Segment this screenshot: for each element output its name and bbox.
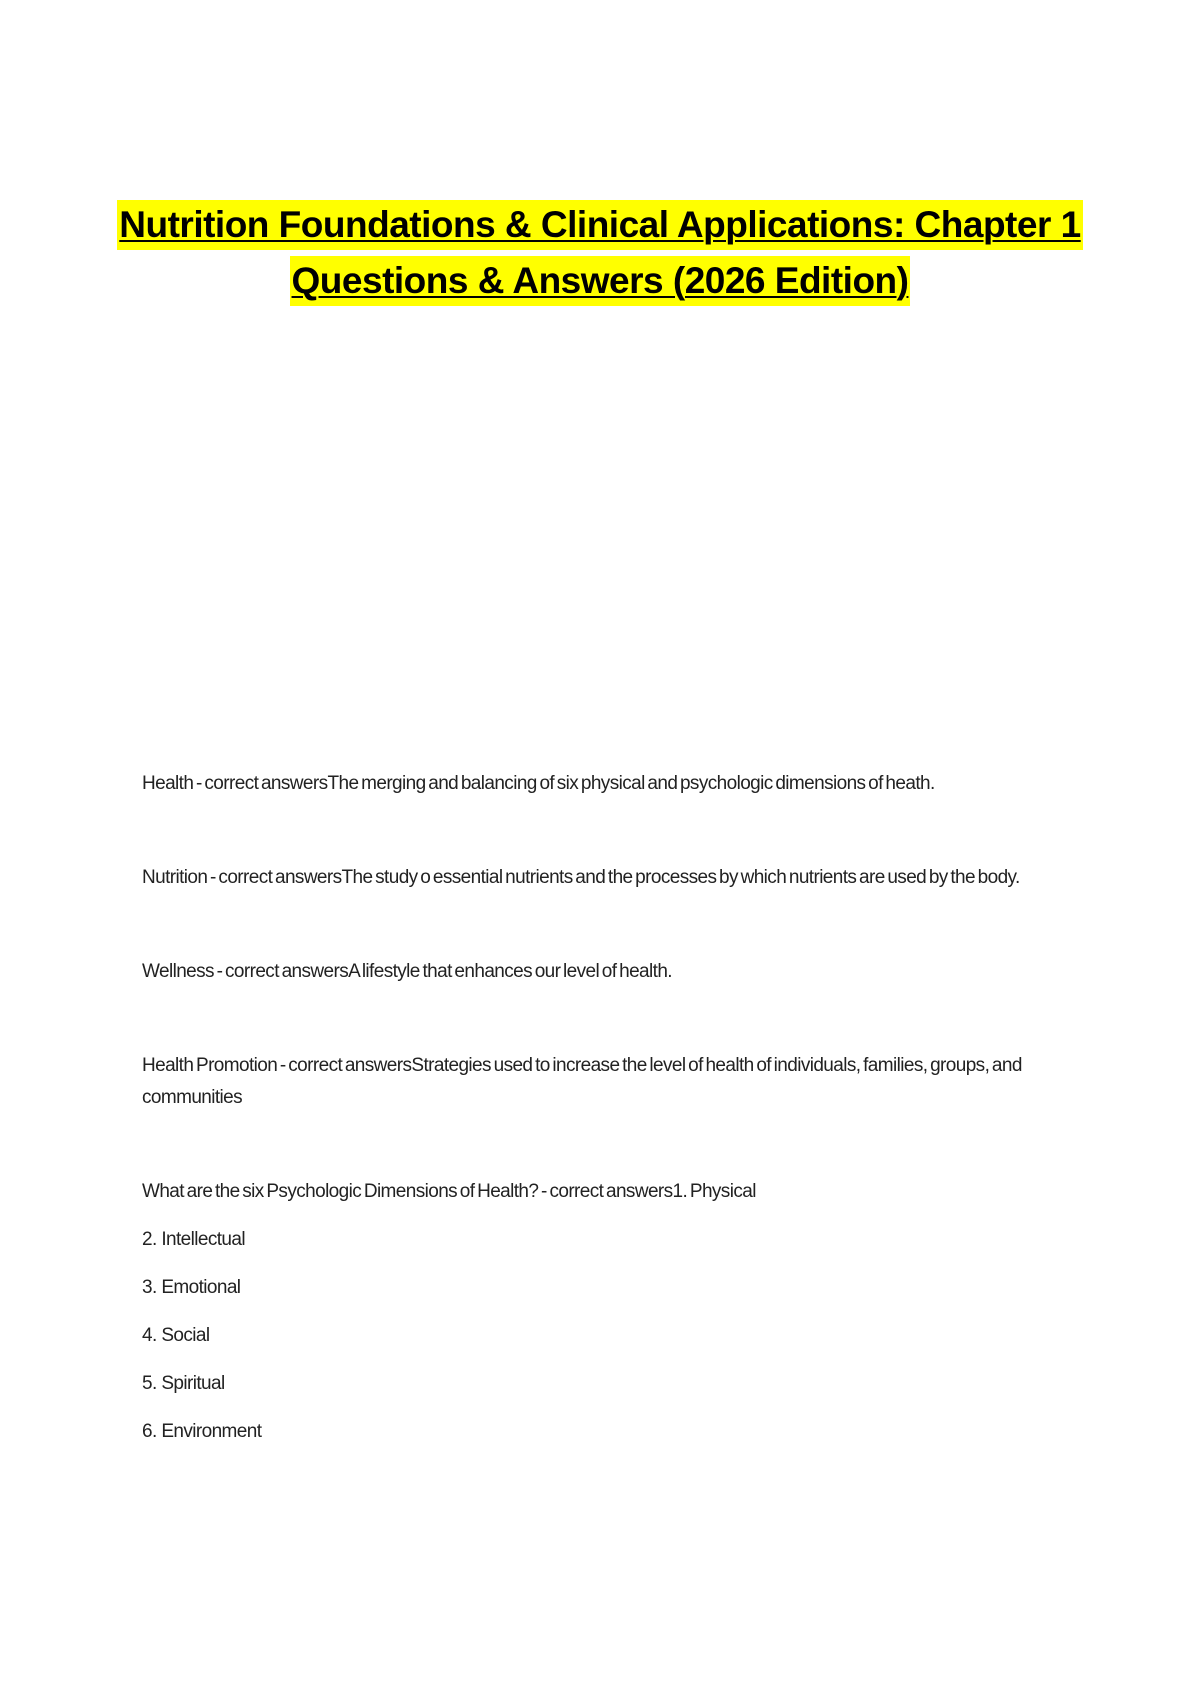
- list-item-environment: 6. Environment: [142, 1421, 262, 1442]
- title-line-2: Questions & Answers (2026 Edition): [290, 256, 911, 306]
- list-item-spiritual: 5. Spiritual: [142, 1373, 225, 1394]
- list-item-social: 4. Social: [142, 1325, 210, 1346]
- list-item-emotional: 3. Emotional: [142, 1277, 241, 1298]
- title-line-1: Nutrition Foundations & Clinical Applications: Chapter 1: [117, 200, 1082, 250]
- qa-entry-health: Health - correct answersThe merging and balancing of six physical and psychologic dimensions of heath.: [142, 773, 935, 794]
- qa-entry-health-promotion: Health Promotion - correct answersStrategies used to increase the level of health of individuals, families, groups, and communities: [142, 1055, 1022, 1108]
- qa-entry-nutrition: Nutrition - correct answersThe study o essential nutrients and the processes by which nutrients are used by the body.: [142, 867, 1020, 888]
- qa-entry-wellness: Wellness - correct answersA lifestyle that enhances our level of health.: [142, 961, 672, 982]
- list-item-intellectual: 2. Intellectual: [142, 1229, 245, 1250]
- qa-content: [142, 768, 1062, 1464]
- document-title: [0, 200, 1200, 312]
- qa-entry-dimensions: What are the six Psychologic Dimensions of Health? - correct answers1. Physical: [142, 1181, 756, 1202]
